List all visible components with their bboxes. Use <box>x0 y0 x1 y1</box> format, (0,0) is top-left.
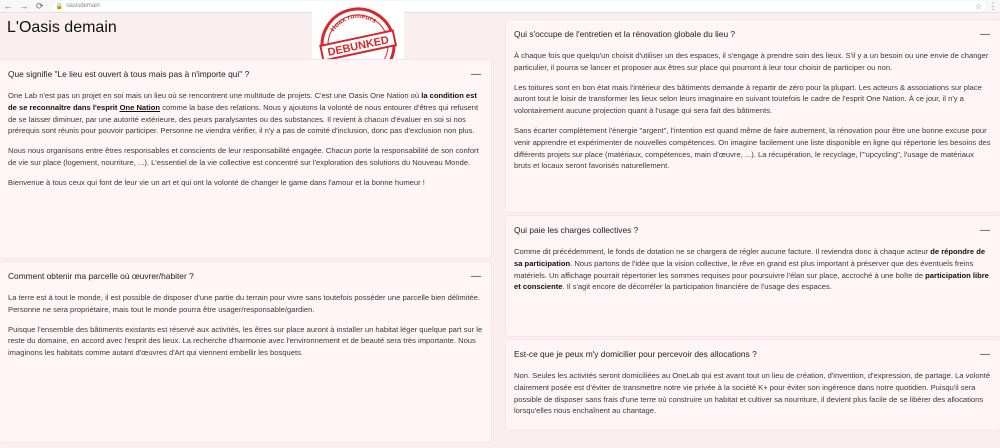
faq-header[interactable] <box>514 222 992 238</box>
faq-answer <box>514 50 992 172</box>
faq-answer <box>8 292 483 359</box>
forward-arrow-icon[interactable]: → <box>19 1 29 11</box>
back-arrow-icon[interactable]: ← <box>3 1 13 11</box>
faq-question[interactable]: Que signifie "Le lieu est ouvert à tous mais pas à n'importe qui" ? <box>8 69 250 79</box>
faq-paragraph: Puisque l'ensemble des bâtiments existants est réservé aux activités, les êtres sur place auront à installer un habitat léger quelque part sur le reste du domaine, en accord avec l'esprit des lieux. La recherche d'harmonie avec l'environnement et de beauté sera très importante. Nous imaginons les habitats comme autant d'œuvres d'Art qui viennent embellir les bosquets. <box>8 324 483 358</box>
collapse-icon[interactable]: — <box>471 68 481 80</box>
faq-paragraph: Bienvenue à tous ceux qui font de leur vie un art et qui ont la volonté de changer le game dans l'amour et la bonne humeur ! <box>8 177 425 187</box>
lock-icon: 🔒 <box>55 3 64 10</box>
faq-question[interactable]: Qui paie les charges collectives ? <box>514 225 639 235</box>
faq-answer <box>514 370 992 417</box>
faq-item-domiciliation <box>506 340 1000 430</box>
one-nation-link[interactable]: One Nation <box>119 102 161 112</box>
collapse-icon[interactable]: — <box>980 28 990 40</box>
faq-column-left <box>0 60 491 446</box>
faq-paragraph: Les toitures sont en bon état mais l'intérieur des bâtiments demande à repartir de zéro pour la plupart. Les acteurs & associations sur place auront tout le loisir de transformer les lieux selon leurs imaginaire en suivant toutefois le cadre de l'esprit One Nation. À ce jour, il n'y a volontairement aucune projection quant à l'usage qui sera fait des bâtiments. <box>514 82 982 116</box>
faq-answer <box>8 90 483 189</box>
browser-menu-icon[interactable]: ⋮ <box>988 0 998 11</box>
faq-item-charges <box>506 216 1000 336</box>
faq-paragraph: Nous nous organisons entre êtres responsables et conscients de leur responsabilité engagée. Chacun porte la responsabilité de son confort de vie sur place (logement, nourriture, ...). L'essentiel de la vie collective est concentré sur l'exploration des solutions du Nouveau Monde. <box>8 146 479 167</box>
faq-header[interactable] <box>8 66 483 82</box>
reload-icon[interactable]: ⟳ <box>35 0 44 11</box>
faq-header[interactable] <box>8 268 483 284</box>
address-url[interactable]: oasisdemain <box>66 3 100 9</box>
faq-paragraph: One Lab n'est pas un projet en soi mais un lieu où se rencontrent une multitude de projets. C'est une Oasis One Nation où la condition est de se reconnaître dans l'esprit One Nation comme la base des relations. Nous y ajoutons la volonté de nous entourer d'êtres qui refusent de se laisser diminuer, par une autorité extérieure, des peurs paralysantes ou des substances. Il revient à chacun d'évaluer en soi si nos prérequis sont réunis pour pouvoir participer. Personne ne viendra vérifier, il n'y a pas de comité d'inclusion, donc pas d'exclusion non plus. <box>8 91 479 136</box>
page-title: L'Oasis demain <box>7 19 117 36</box>
faq-header[interactable] <box>514 346 992 362</box>
faq-paragraph: Non. Seules les activités seront domiciliées au OneLab qui est avant tout un lieu de création, d'invention, d'expression, de partage. La volonté clairement posée est d'éviter de transmettre notre vie privée à la société K+ pour éviter son ingérence dans notre quotidien. Puisqu'il sera possible de disposer sans frais d'une terre où construire un habitat et cultiver sa nourriture, il devient plus facile de se libérer des allocations lorsqu'elles nous enchaînent au chantage. <box>514 371 991 416</box>
collapse-icon[interactable]: — <box>980 348 990 360</box>
faq-question[interactable]: Est-ce que je peux m'y domicilier pour percevoir des allocations ? <box>514 349 757 359</box>
faq-question[interactable]: Qui s'occupe de l'entretien et la rénovation globale du lieu ? <box>514 29 736 39</box>
faq-header[interactable] <box>514 26 992 42</box>
faq-question[interactable]: Comment obtenir ma parcelle où œuvrer/habiter ? <box>8 271 194 281</box>
faq-column-right <box>506 20 1000 434</box>
faq-item-parcel <box>0 262 491 442</box>
collapse-icon[interactable]: — <box>980 224 990 236</box>
faq-item-open-to-all <box>0 60 491 258</box>
faq-paragraph: La terre est à tout le monde, il est possible de disposer d'une partie du terrain pour vivre sans toutefois posséder une parcelle bien délimitée. Personne ne sera propriétaire, mais tout le monde pourra être usager/responsable/gardien. <box>8 293 481 314</box>
stamp-top-text: Hoax rumeurs <box>329 12 378 34</box>
faq-paragraph: Comme dit précédemment, le fonds de dotation ne se chargera de régler aucune facture. Il reviendra donc à chaque acteur de répondre de sa participation. Nous partons de l'idée que la vision collective, le rêve en grand est plus important à préserver que des éventuels freins matériels. Un affichage pourrait répertorier les sommes requises pour poursuivre l'élan sur place, accroché à une boîte de participation libre et consciente. Il s'agit encore de décorréler la participation financière de l'usage des espaces. <box>514 247 989 292</box>
faq-paragraph: Sans écarter complètement l'énergie "argent", l'intention est quand même de faire autrement, la rénovation pour être une bonne excuse pour venir apprendre et expérimenter de nouvelles compétences. On imagine facilement une liste disponible en ligne qui répertorie les besoins des différents projets sur place (matériaux, compétences, main d'œuvre, ...). La récupération, le recyclage, l'"upcycling", l'usage de matériaux bruts et locaux seront favorisés naturellement. <box>514 125 991 171</box>
collapse-icon[interactable]: — <box>471 270 481 282</box>
faq-item-maintenance <box>506 20 1000 212</box>
stamp-main-text: DEBUNKED <box>326 34 391 59</box>
faq-paragraph: À chaque fois que quelqu'un choisit d'utiliser un des espaces, il s'engage à prendre soin des lieux. S'il y a un besoin ou une envie de changer particulier, il pourra se lancer et proposer aux êtres sur place qui pourront à leur tour choisir de participer ou non. <box>514 51 989 72</box>
faq-answer <box>514 246 992 293</box>
browser-toolbar <box>0 0 1000 13</box>
address-bar[interactable] <box>52 1 986 11</box>
bookmark-star-icon[interactable]: ☆ <box>974 1 983 11</box>
